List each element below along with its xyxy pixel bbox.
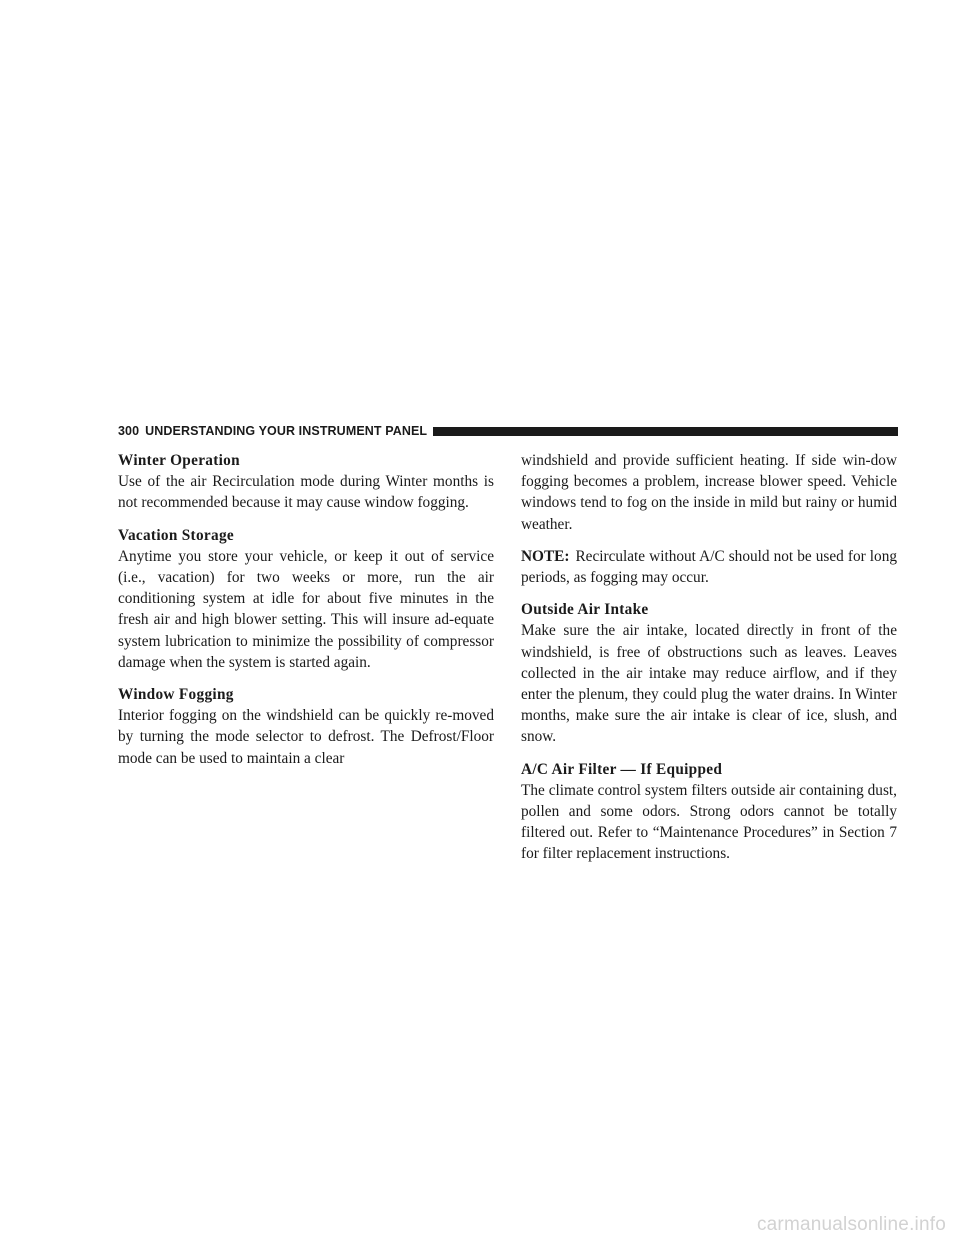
vacation-storage-section <box>118 525 494 673</box>
outside-air-intake-body: Make sure the air intake, located directly in front of the windshield, is free of obstructions such as leaves. Leaves collected in the air intake may reduce airflow, and if they enter the plenum, they could plug the water drains. In Winter months, make sure the air intake is clear of ice, slush, and snow. <box>521 622 897 746</box>
vacation-storage-body: Anytime you store your vehicle, or keep it out of service (i.e., vacation) for two weeks or more, run the air conditioning system at idle for about five minutes in the fresh air and high blower setting. This will insure ad-equate system lubrication to minimize the possibility of compressor damage when the system is started again. <box>118 547 494 671</box>
vacation-storage-heading: Vacation Storage <box>118 526 234 544</box>
page-number: 300 <box>118 424 140 438</box>
outside-air-intake-heading: Outside Air Intake <box>521 601 649 619</box>
window-fogging-body-continued: windshield and provide sufficient heating. If side win-dow fogging becomes a problem, increase blower speed. Vehicle windows tend to fog on the inside in mild but rainy or humid weather. <box>521 452 897 533</box>
window-fogging-heading: Window Fogging <box>118 686 234 704</box>
window-fogging-body: Interior fogging on the windshield can be quickly re-moved by turning the mode selector to defrost. The Defrost/Floor mode can be used to maintain a clear <box>118 707 494 767</box>
watermark: carmanualsonline.info <box>756 1214 946 1235</box>
window-fogging-continued <box>521 450 897 588</box>
section-title: UNDERSTANDING YOUR INSTRUMENT PANEL <box>145 424 428 438</box>
winter-operation-body: Use of the air Recirculation mode during Winter months is not recommended because it may cause window fogging. <box>118 473 494 512</box>
ac-air-filter-section <box>521 759 897 865</box>
note-label: NOTE: <box>521 547 570 565</box>
winter-operation-heading: Winter Operation <box>118 452 240 469</box>
right-column <box>521 450 897 876</box>
outside-air-intake-section <box>521 599 897 747</box>
left-column <box>118 450 494 780</box>
window-fogging-section <box>118 684 494 769</box>
note-text: Recirculate without A/C should not be used for long periods, as fogging may occur. <box>521 547 897 587</box>
page-header <box>118 423 898 439</box>
ac-air-filter-body: The climate control system filters outside air containing dust, pollen and some odors. Strong odors cannot be totally filtered out. Refer to “Maintenance Procedures” in Section 7 for filter replacement instructions. <box>521 781 897 863</box>
ac-air-filter-heading: A/C Air Filter — If Equipped <box>521 760 723 778</box>
winter-operation-section <box>118 450 494 514</box>
note-paragraph <box>521 546 897 588</box>
header-rule <box>433 427 898 436</box>
